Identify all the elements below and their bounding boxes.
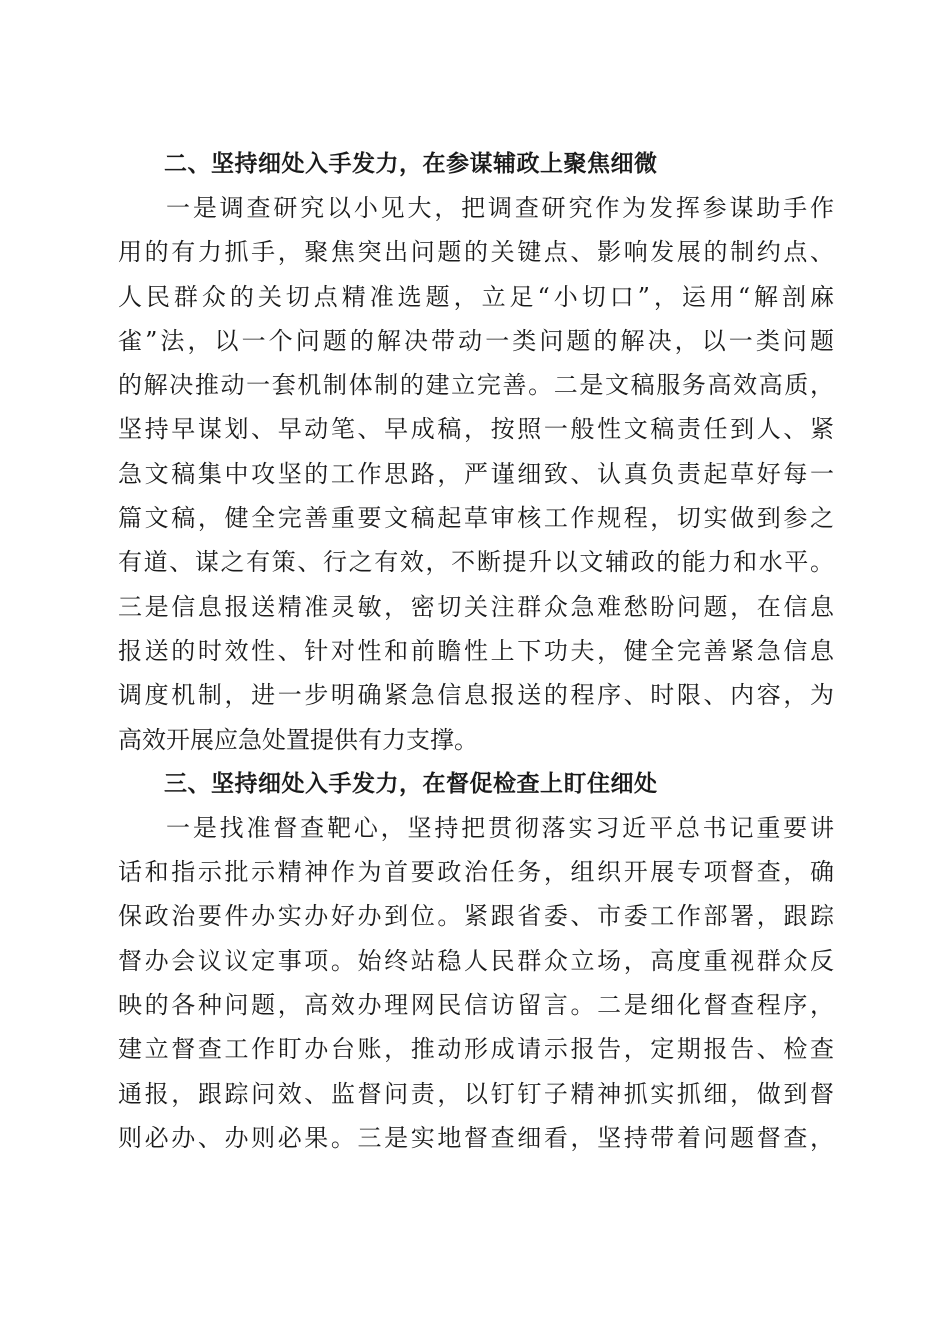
text-line: 调度机制，进一步明确紧急信息报送的程序、时限、内容，为 [118, 681, 834, 710]
text-line: 则必办、办则必果。三是实地督查细看，坚持带着问题督查， [118, 1123, 834, 1152]
text-line: 建立督查工作盯办台账，推动形成请示报告，定期报告、检查 [118, 1035, 834, 1064]
text-line: 话和指示批示精神作为首要政治任务，组织开展专项督查，确 [118, 858, 834, 887]
text-line: 一是调查研究以小见大，把调查研究作为发挥参谋助手作 [166, 194, 834, 222]
text-line: 急文稿集中攻坚的工作思路，严谨细致、认真负责起草好每一 [118, 459, 834, 488]
section-heading-3: 三、坚持细处入手发力，在督促检查上盯住细处 [164, 770, 658, 797]
text-line: 一是找准督查靶心，坚持把贯彻落实习近平总书记重要讲 [166, 813, 834, 842]
text-line: 用的有力抓手，聚焦突出问题的关键点、影响发展的制约点、 [118, 238, 834, 267]
text-line: 的解决推动一套机制体制的建立完善。二是文稿服务高效高质， [118, 371, 834, 400]
text-line: 通报，跟踪问效、监督问责，以钉钉子精神抓实抓细，做到督 [118, 1079, 834, 1108]
section-body-3 [118, 806, 834, 1160]
text-line: 三是信息报送精准灵敏，密切关注群众急难愁盼问题，在信息 [118, 592, 834, 621]
text-line: 高效开展应急处置提供有力支撑。 [118, 725, 478, 754]
text-line: 人民群众的关切点精准选题，立足“小切口”，运用“解剖麻 [118, 282, 834, 311]
text-line: 有道、谋之有策、行之有效，不断提升以文辅政的能力和水平。 [118, 548, 834, 577]
text-line: 映的各种问题，高效办理网民信访留言。二是细化督查程序， [118, 991, 834, 1020]
text-line: 雀”法，以一个问题的解决带动一类问题的解决，以一类问题 [118, 326, 834, 355]
text-line: 保政治要件办实办好办到位。紧跟省委、市委工作部署，跟踪 [118, 902, 834, 931]
section-body-2 [118, 186, 834, 762]
text-line: 督办会议议定事项。始终站稳人民群众立场，高度重视群众反 [118, 946, 834, 975]
text-line: 篇文稿，健全完善重要文稿起草审核工作规程，切实做到参之 [118, 504, 834, 533]
text-line: 报送的时效性、针对性和前瞻性上下功夫，健全完善紧急信息 [118, 636, 834, 665]
text-line: 坚持早谋划、早动笔、早成稿，按照一般性文稿责任到人、紧 [118, 415, 834, 444]
section-heading-2: 二、坚持细处入手发力，在参谋辅政上聚焦细微 [164, 151, 658, 177]
document-page [118, 142, 834, 1160]
